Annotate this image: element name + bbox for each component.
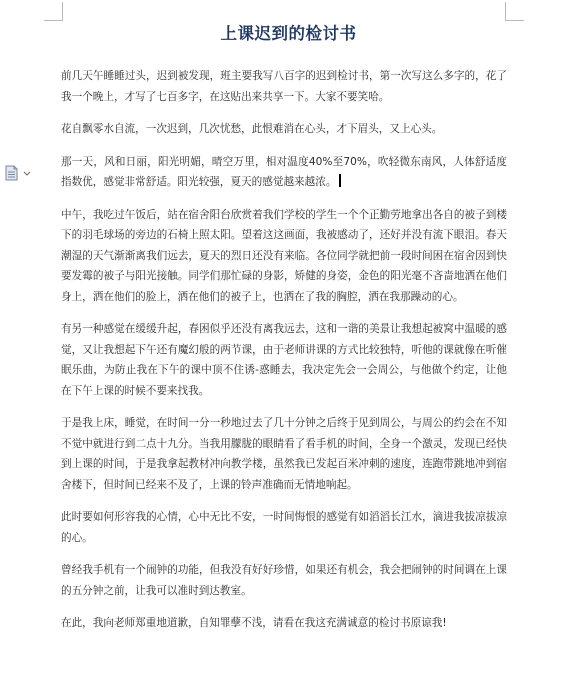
document-body[interactable] xyxy=(61,66,507,646)
paragraph: 有另一种感觉在缓缓升起，春困似乎还没有离我远去，这和一谐的美景让我想起被窝中温暖的感觉，又让我想起下午还有魔幻般的两节课，由于老师讲课的方式比较独特，听他的课就像在听催眠乐曲，为防止我在下午的课中顶不住诱-惑睡去，我决定先会一会周公，与他做个约定，让他在下午上课的时候不要来找我。 xyxy=(61,323,507,397)
paragraph: 花自飘零水自流，一次迟到，几次忧愁，此恨难消在心头，才下眉头，又上心头。 xyxy=(61,123,443,135)
paragraph: 曾经我手机有一个闹钟的功能，但我没有好好珍惜，如果还有机会，我会把闹钟的时间调在上课的五分钟之前，让我可以准时到达教室。 xyxy=(61,564,507,597)
paragraph: 在此，我向老师郑重地道歉，自知罪孽不浅，请看在我这充满诚意的检讨书原谅我! xyxy=(61,617,447,629)
paragraph: 于是我上床，睡觉，在时间一分一秒地过去了几十分钟之后终于见到周公，与周公的约会在不知不觉中就进行到二点十九分。当我用朦胧的眼睛看了看手机的时间，全身一个激灵，发现已经快到上课的时间，于是我拿起教材冲向教学楼，虽然我已发起百米冲刺的速度，连跑带跳地冲到宿舍楼下，但时间已经来不及了，上课的铃声准确而无情地响起。 xyxy=(61,417,507,491)
paragraph: 前几天午睡睡过头，迟到被发现，班主要我写八百字的迟到检讨书，第一次写这么多字的，花了我一个晚上，才写了七百多字，在这贴出来共享一下。大家不要笑哈。 xyxy=(61,70,507,103)
paragraph xyxy=(61,152,507,193)
top-right-margin-mark xyxy=(505,2,524,21)
document-options-icon[interactable] xyxy=(4,165,34,181)
text-cursor xyxy=(339,174,341,187)
top-left-margin-mark xyxy=(44,2,63,21)
paragraph: 此时要如何形容我的心情，心中无比不安，一时间悔恨的感觉有如滔滔长江水，滴进我拔凉拔凉的心。 xyxy=(61,511,507,544)
paragraph: 中午，我吃过午饭后，站在宿舍阳台欣赏着我们学校的学生一个个正勤劳地拿出各自的被子到楼下的羽毛球场的旁边的石椅上照太阳。望着这这画面，我被感动了，还好并没有流下眼泪。春天潮湿的天气渐渐离我们远去，夏天的烈日还没有来临。各位同学就把前一段时间困在宿舍因到快要发霉的被子与阳光接触。同学们那忙碌的身影，矫健的身姿，金色的阳光毫不吝啬地洒在他们身上，洒在他们的脸上，洒在他们的被子上，也洒在了我的胸腔，洒在我那躁动的心。 xyxy=(61,208,507,303)
paragraph-text: 那一天，风和日丽，阳光明媚，晴空万里，相对温度40%至70%，吹轻微东南风，人体舒适度指数优，感觉非常舒适。阳光较强，夏天的感觉越来越浓。 xyxy=(61,155,507,188)
document-title: 上课迟到的检讨书 xyxy=(220,24,357,43)
